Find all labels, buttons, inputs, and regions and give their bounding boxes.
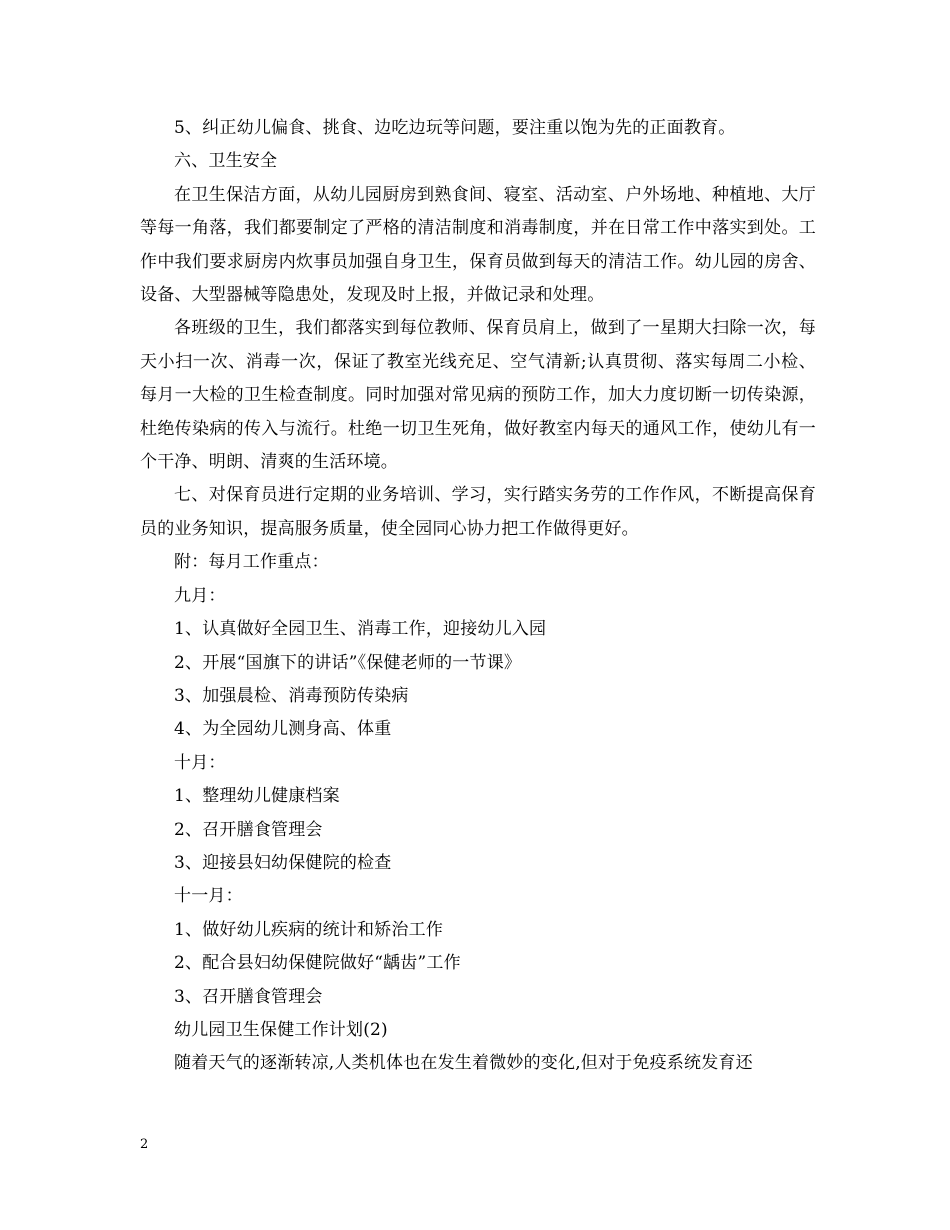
section-title: 幼儿园卫生保健工作计划(2)	[174, 1019, 388, 1040]
list-item: 2、开展“国旗下的讲话”《保健老师的一节课》	[174, 652, 522, 673]
section-heading: 附：每月工作重点：	[174, 552, 329, 573]
list-item: 3、召开膳食管理会	[174, 986, 323, 1007]
paragraph: 随着天气的逐渐转凉,人类机体也在发生着微妙的变化,但对于免疫系统发育还	[174, 1053, 753, 1074]
month-heading: 九月：	[174, 585, 226, 606]
list-item: 1、认真做好全园卫生、消毒工作，迎接幼儿入园	[174, 619, 547, 640]
list-item: 2、配合县妇幼保健院做好“龋齿”工作	[174, 953, 461, 974]
list-item: 2、召开膳食管理会	[174, 819, 323, 840]
paragraph: 七、对保育员进行定期的业务培训、学习，实行踏实务劳的工作作风，不断提高保育员的业务知识，提高服务质量，使全园同心协力把工作做得更好。	[140, 485, 816, 539]
list-item: 4、为全园幼儿测身高、体重	[174, 719, 392, 740]
list-item: 3、加强晨检、消毒预防传染病	[174, 685, 409, 706]
page-number: 2	[140, 1137, 149, 1152]
list-item: 3、迎接县妇幼保健院的检查	[174, 852, 392, 873]
list-item: 1、整理幼儿健康档案	[174, 786, 340, 807]
document-body	[140, 112, 816, 1081]
paragraph: 在卫生保洁方面，从幼儿园厨房到熟食间、寝室、活动室、户外场地、种植地、大厅等每一角落，我们都要制定了严格的清洁制度和消毒制度，并在日常工作中落实到处。工作中我们要求厨房内炊事员加强自身卫生，保育员做到每天的清洁工作。幼儿园的房舍、设备、大型器械等隐患处，发现及时上报，并做记录和处理。	[140, 184, 816, 306]
month-heading: 十月：	[174, 752, 226, 773]
section-heading: 六、卫生安全	[174, 151, 278, 172]
month-heading: 十一月：	[174, 886, 243, 907]
paragraph: 各班级的卫生，我们都落实到每位教师、保育员肩上，做到了一星期大扫除一次，每天小扫一次、消毒一次，保证了教室光线充足、空气清新;认真贯彻、落实每周二小检、每月一大检的卫生检查制度。同时加强对常见病的预防工作，加大力度切断一切传染源，杜绝传染病的传入与流行。杜绝一切卫生死角，做好教室内每天的通风工作，使幼儿有一个干净、明朗、清爽的生活环境。	[140, 318, 816, 473]
paragraph: 5、纠正幼儿偏食、挑食、边吃边玩等问题，要注重以饱为先的正面教育。	[174, 118, 736, 138]
list-item: 1、做好幼儿疾病的统计和矫治工作	[174, 919, 444, 940]
